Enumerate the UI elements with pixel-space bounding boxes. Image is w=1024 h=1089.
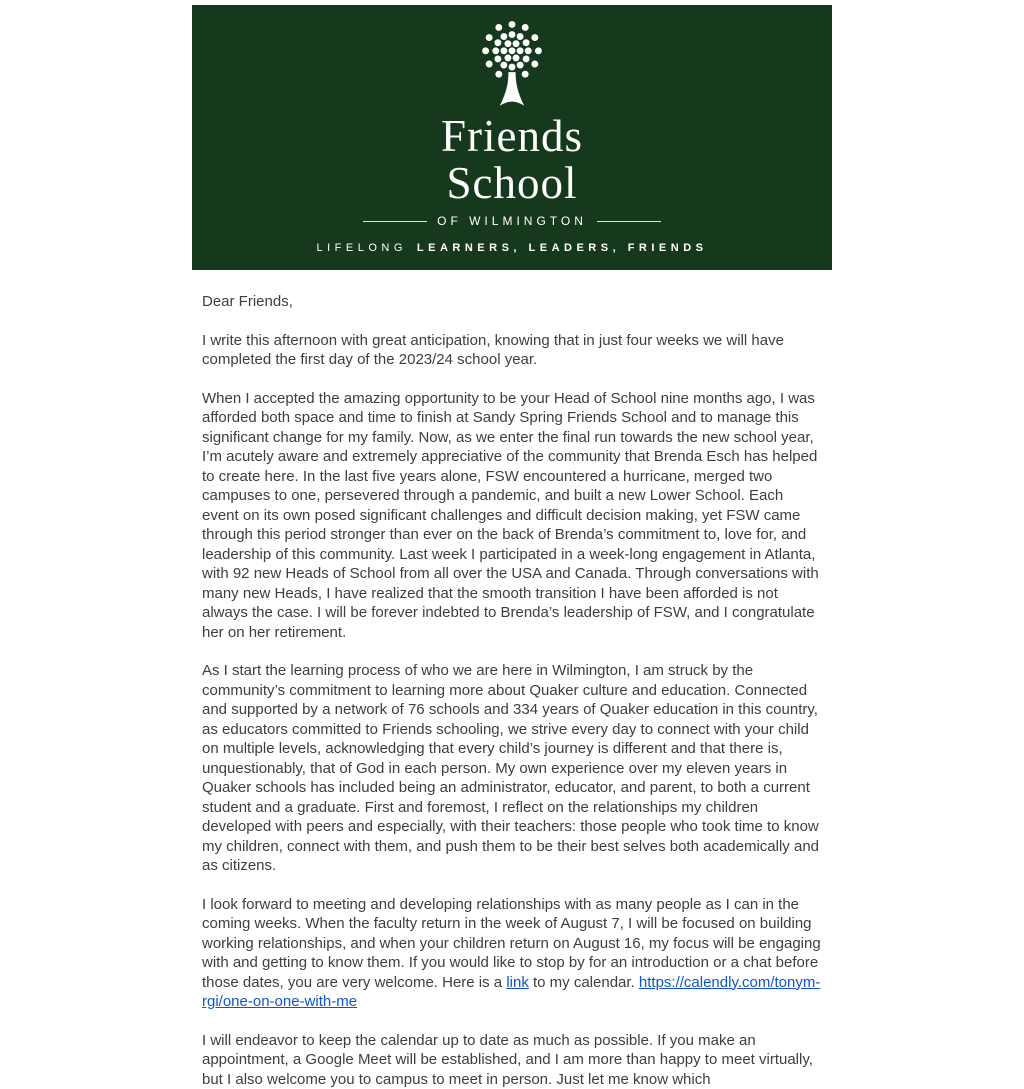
calendly-url-link[interactable]: https://calendly.com/tonym-rgi/one-on-one-with-me [202, 974, 820, 1011]
email-container [192, 5, 832, 1089]
school-header-banner [192, 5, 832, 270]
letter-body [192, 270, 832, 1089]
salutation: Dear Friends, [202, 292, 822, 312]
school-name-of-wilmington-row [192, 214, 832, 228]
school-tagline [192, 242, 832, 254]
calendar-paragraph-text-after: to my calendar. [529, 974, 639, 991]
tagline-learners-leaders-friends: LEARNERS, LEADERS, FRIENDS [417, 242, 708, 254]
tree-icon [446, 17, 578, 111]
school-name-of-wilmington: OF WILMINGTON [437, 214, 587, 228]
paragraph-quaker-education: As I start the learning process of who we are here in Wilmington, I am struck by the community’s commitment to learning more about Quaker culture and education. Connected and supported by a network of 76 schools and 334 years of Quaker education in this country, as educators committed to Friends schooling, we strive every day to connect with your child on multiple levels, acknowledging that every child’s journey is different and that there is, unquestionably, that of God in each person. My own experience over my eleven years in Quaker schools has included being an administrator, educator, and parent, to both a current student and a graduate. First and foremost, I reflect on the relationships my children developed with peers and especially, with their teachers: those people who took time to know my children, connect with them, and push them to be their best selves both academically and as citizens. [202, 661, 822, 876]
paragraph-head-of-school: When I accepted the amazing opportunity to be your Head of School nine months ago, I was afforded both space and time to finish at Sandy Spring Friends School and to manage this significant change for my family. Now, as we enter the final run towards the new school year, I’m acutely aware and extremely appreciative of the community that Brenda Esch has helped to create here. In the last five years alone, FSW encountered a hurricane, merged two campuses to one, persevered through a pandemic, and built a new Lower School. Each event on its own posed significant challenges and difficult decision making, yet FSW came through this period stronger than ever on the back of Brenda’s commitment to, love for, and leadership of this community. Last week I participated in a week-long engagement in Atlanta, with 92 new Heads of School from all over the USA and Canada. Through conversations with many new Heads, I have realized that the smooth transition I have been afforded is not always the case. I will be forever indebted to Brenda’s leadership of FSW, and I congratulate her on her retirement. [202, 389, 822, 643]
school-name-school: School [192, 160, 832, 207]
paragraph-closing: I will endeavor to keep the calendar up to date as much as possible. If you make an appointment, a Google Meet will be established, and I am more than happy to meet virtually, but I also welcome you to campus to meet in person. Just let me know which [202, 1031, 822, 1089]
tagline-lifelong: LIFELONG [317, 242, 407, 254]
paragraph-calendar [202, 895, 822, 1012]
school-name-friends: Friends [192, 113, 832, 160]
right-rule [597, 221, 661, 222]
paragraph-intro: I write this afternoon with great anticipation, knowing that in just four weeks we will have completed the first day of the 2023/24 school year. [202, 331, 822, 370]
calendar-paragraph-text-before: I look forward to meeting and developing relationships with as many people as I can in the coming weeks. When the faculty return in the week of August 7, I will be focused on building working relationships, and when your children return on August 16, my focus will be engaging with and getting to know them. If you would like to stop by for an introduction or a chat before those dates, you are very welcome. Here is a [202, 896, 821, 991]
calendar-link[interactable]: link [506, 974, 529, 991]
left-rule [363, 221, 427, 222]
